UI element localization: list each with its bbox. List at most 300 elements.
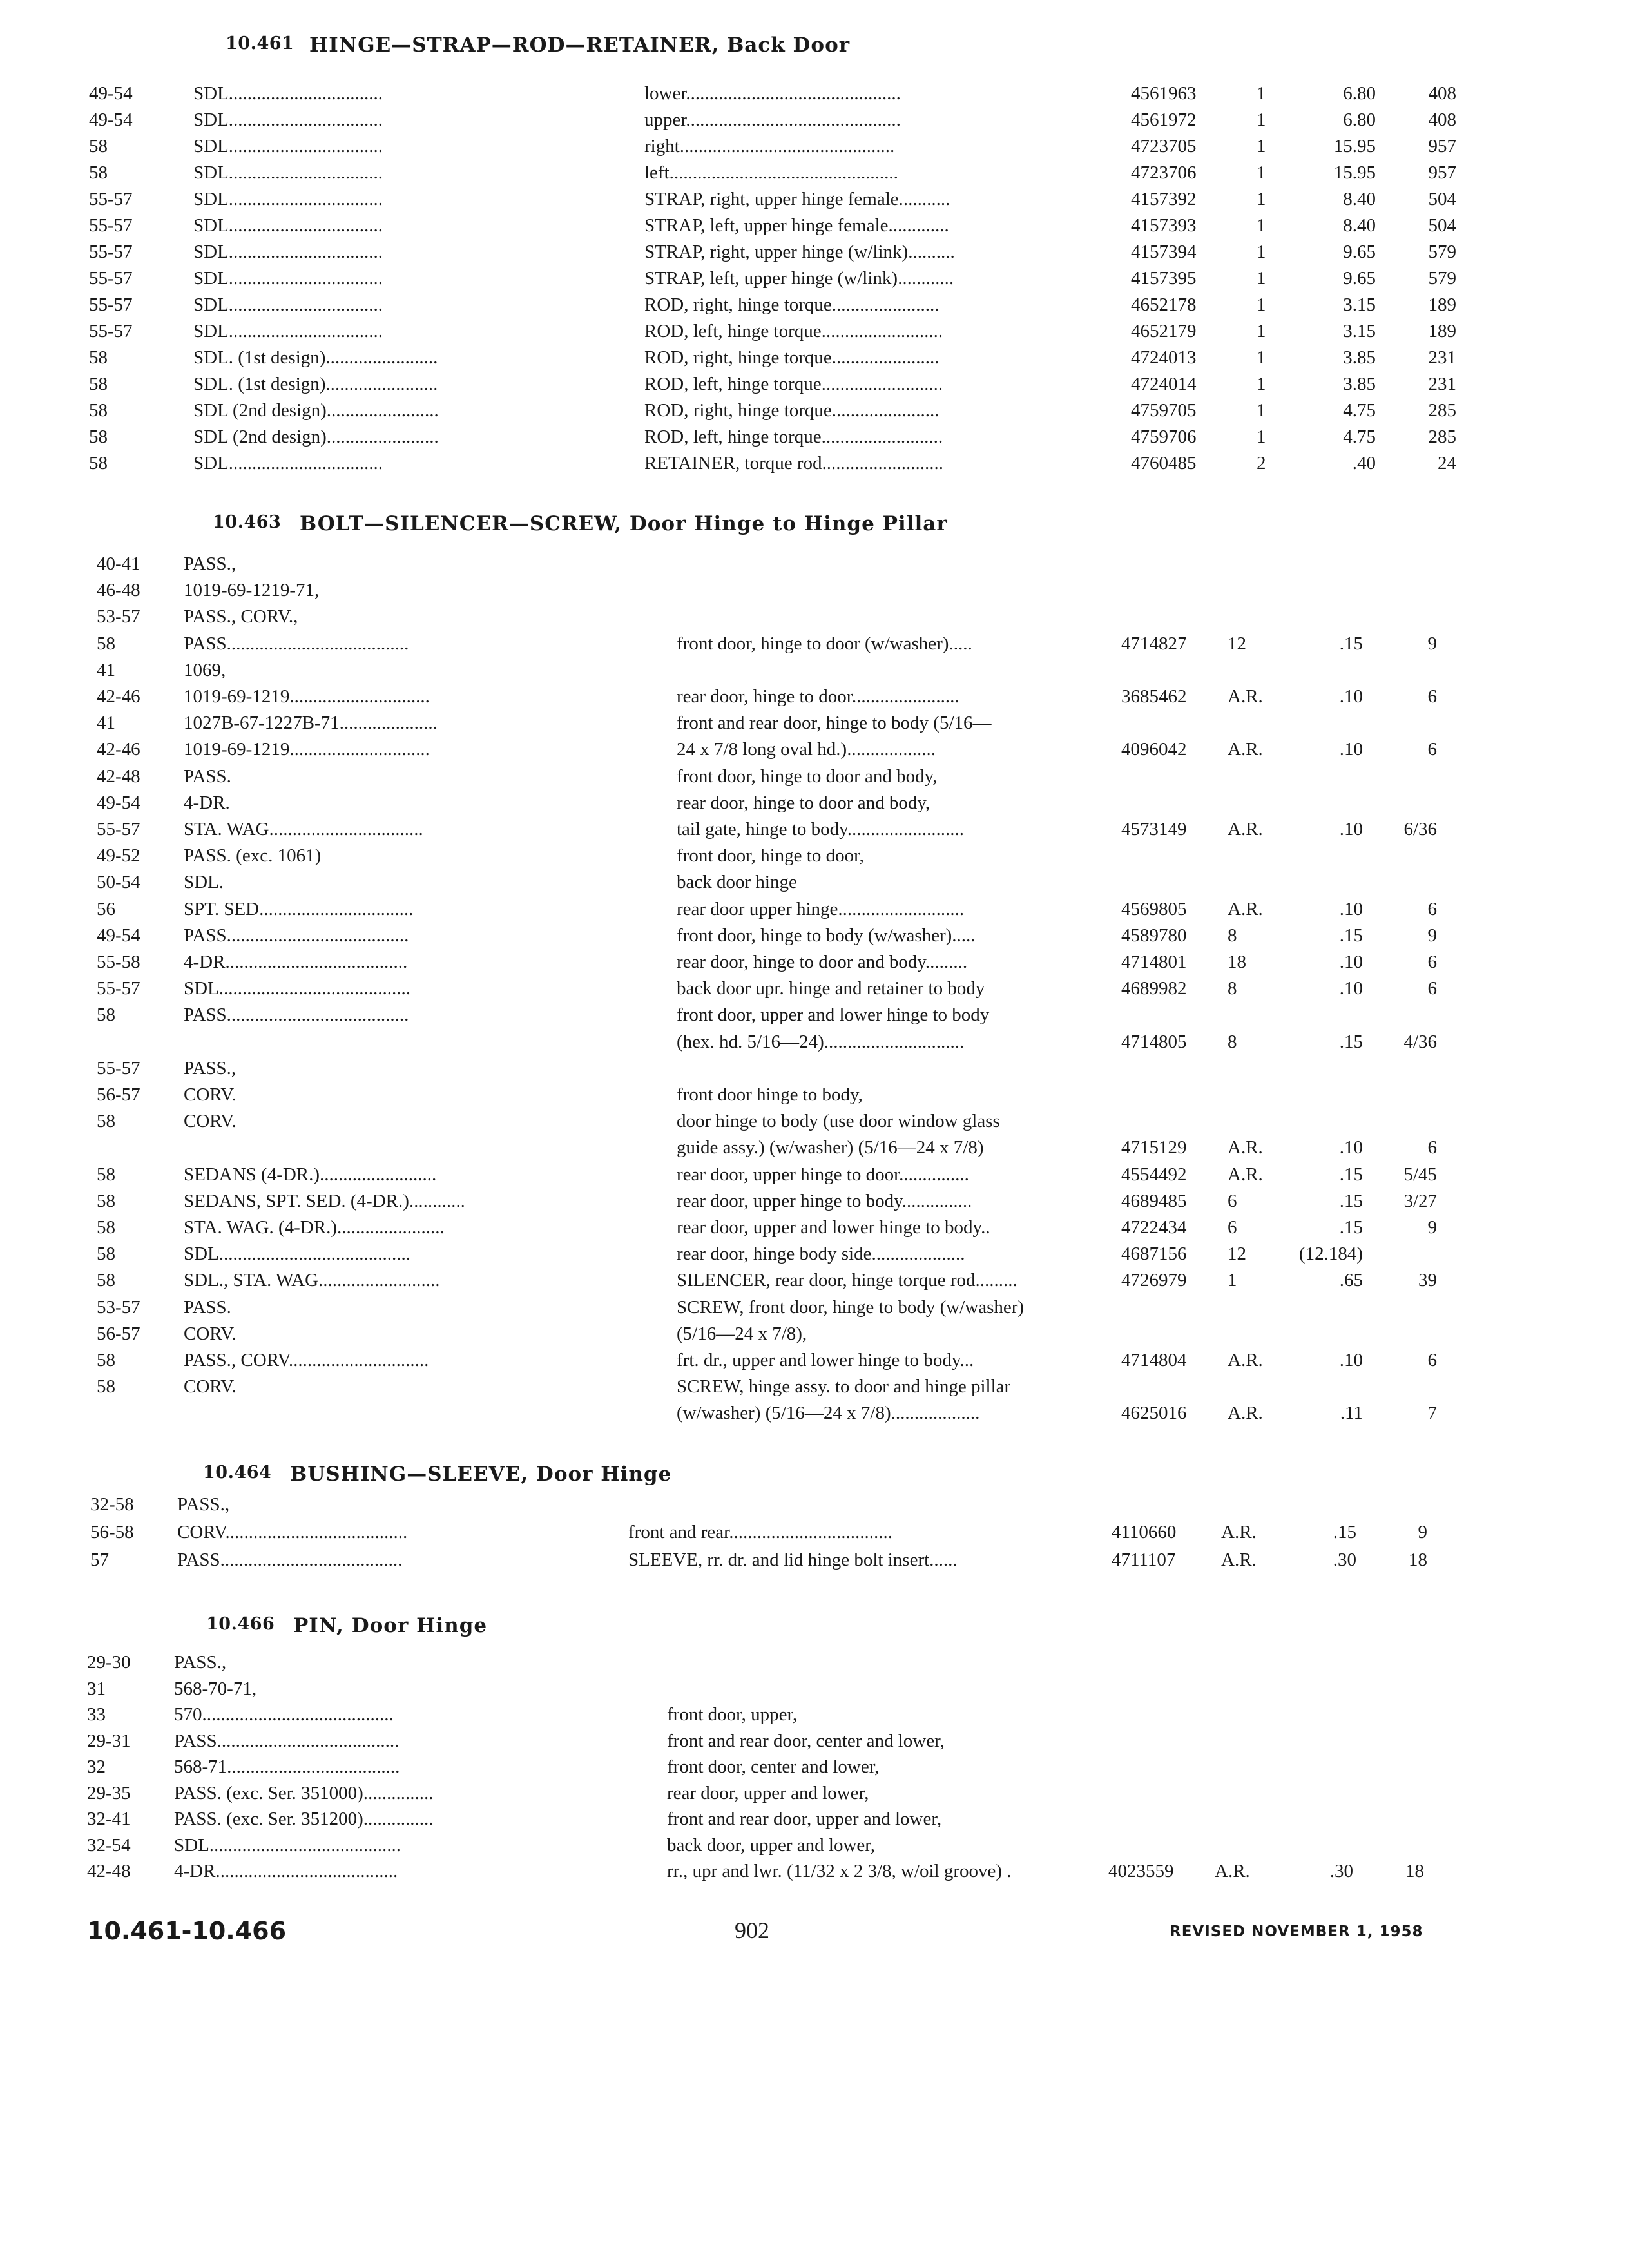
list-price-cell: 3.85 [1343, 374, 1376, 394]
table-row [0, 1858, 1629, 1885]
quantity-cell: A.R. [1221, 1522, 1257, 1542]
year-cell: 58 [97, 1244, 115, 1265]
section-header-10461 [0, 34, 1629, 66]
description-cell: STRAP, left, upper hinge female............. [644, 215, 949, 236]
model-cell: PASS. [184, 1296, 231, 1318]
model-cell: CORV. [184, 1111, 236, 1132]
description-cell: front door, upper, [667, 1704, 798, 1725]
quantity-cell: 2 [1257, 453, 1266, 474]
section-title: BUSHING—SLEEVE, Door Hinge [290, 1463, 672, 1486]
model-cell: SDL................................. [193, 453, 383, 474]
table-row [0, 186, 1629, 213]
shipping-cell: 285 [1428, 400, 1456, 421]
part-number-cell: 4724014 [1131, 374, 1197, 394]
model-cell: PASS., [184, 553, 236, 574]
description-cell: rear door, hinge to door....................... [677, 686, 959, 707]
list-price-cell: 4.75 [1343, 400, 1376, 421]
model-cell: PASS....................................... [174, 1730, 400, 1751]
table-row [0, 1267, 1629, 1294]
shipping-cell: 285 [1428, 427, 1456, 447]
year-cell: 55-57 [89, 242, 133, 262]
table-row [0, 1754, 1629, 1780]
shipping-cell: 189 [1428, 321, 1456, 341]
list-price-cell: .15 [1339, 1031, 1363, 1052]
list-price-cell: .30 [1329, 1861, 1353, 1881]
year-cell: 58 [89, 427, 108, 447]
model-cell: SDL. [184, 872, 224, 893]
shipping-cell: 7 [1427, 1403, 1437, 1424]
model-cell: PASS., CORV.............................. [184, 1350, 429, 1370]
year-cell: 29-30 [87, 1652, 131, 1673]
model-cell: CORV. [184, 1084, 236, 1105]
year-cell: 56-57 [97, 1323, 140, 1344]
part-number-cell: 4689982 [1121, 978, 1187, 999]
quantity-cell: 1 [1257, 83, 1266, 104]
year-cell: 58 [89, 347, 108, 368]
list-price-cell: 15.95 [1333, 162, 1376, 183]
footer-index-range: 10.461-10.466 [87, 1917, 287, 1945]
model-cell: PASS....................................... [177, 1550, 403, 1570]
description-cell: 24 x 7/8 long oval hd.)................... [677, 739, 936, 760]
model-cell: STA. WAG................................. [184, 819, 423, 840]
table-row [0, 1029, 1629, 1055]
shipping-cell: 957 [1428, 162, 1456, 183]
description-cell: front door, hinge to door (w/washer)..... [677, 633, 972, 654]
description-cell: lower.............................................. [644, 83, 901, 104]
year-cell: 29-31 [87, 1730, 131, 1751]
table-row [0, 1702, 1629, 1728]
description-cell: upper.............................................. [644, 110, 901, 130]
table-row [0, 1832, 1629, 1859]
quantity-cell: 8 [1228, 925, 1237, 946]
description-cell: rr., upr and lwr. (11/32 x 2 3/8, w/oil groove) . [667, 1861, 1012, 1881]
year-cell: 58 [89, 162, 108, 183]
year-cell: 58 [89, 400, 108, 421]
model-cell: 1019-69-1219.............................. [184, 739, 430, 760]
year-cell: 58 [97, 1004, 115, 1026]
revision-date: REVISED NOVEMBER 1, 1958 [1170, 1923, 1423, 1940]
year-cell: 40-41 [97, 553, 140, 574]
model-cell: SDL......................................... [184, 978, 411, 999]
section-title: PIN, Door Hinge [293, 1614, 488, 1637]
model-cell: SDL................................. [193, 83, 383, 104]
quantity-cell: 8 [1228, 1031, 1237, 1052]
table-row [0, 1492, 1629, 1518]
list-price-cell: .10 [1339, 1137, 1363, 1158]
description-cell: rear door, hinge to door and body......... [677, 952, 968, 972]
shipping-cell: 408 [1428, 110, 1456, 130]
table-row [0, 371, 1629, 398]
table-row [0, 1400, 1629, 1427]
model-cell: SDL................................. [193, 110, 383, 130]
shipping-cell: 18 [1409, 1550, 1427, 1570]
table-row [0, 1002, 1629, 1028]
table-row [0, 1806, 1629, 1832]
model-cell: SDL................................. [193, 268, 383, 289]
description-cell: STRAP, right, upper hinge female........... [644, 189, 950, 209]
list-price-cell: .15 [1339, 1190, 1363, 1211]
year-cell: 55-57 [97, 978, 140, 999]
part-number-cell: 4157395 [1131, 268, 1197, 289]
model-cell: PASS....................................... [184, 925, 409, 946]
list-price-cell: 9.65 [1343, 242, 1376, 262]
table-row [0, 631, 1629, 657]
year-cell: 55-57 [89, 215, 133, 236]
year-cell: 55-57 [89, 268, 133, 289]
shipping-cell: 5/45 [1403, 1164, 1437, 1185]
year-cell: 58 [97, 1270, 115, 1291]
part-number-cell: 4760485 [1131, 453, 1197, 474]
table-row [0, 107, 1629, 133]
description-cell: rear door, hinge to door and body, [677, 792, 930, 813]
table-row [0, 1055, 1629, 1082]
shipping-cell: 39 [1418, 1270, 1437, 1291]
shipping-cell: 6 [1427, 739, 1437, 760]
quantity-cell: A.R. [1221, 1550, 1257, 1570]
description-cell: (5/16—24 x 7/8), [677, 1323, 807, 1344]
model-cell: PASS., [177, 1494, 230, 1515]
description-cell: SLEEVE, rr. dr. and lid hinge bolt insert...... [628, 1550, 958, 1570]
shipping-cell: 4/36 [1403, 1031, 1437, 1052]
table-row [0, 1547, 1629, 1573]
part-number-cell: 4561972 [1131, 110, 1197, 130]
description-cell: front and rear door, center and lower, [667, 1730, 945, 1751]
year-cell: 33 [87, 1704, 106, 1725]
table-row [0, 736, 1629, 763]
table-row [0, 133, 1629, 160]
section-number: 10.464 [203, 1463, 272, 1483]
list-price-cell: .15 [1339, 925, 1363, 946]
part-number-cell: 4157393 [1131, 215, 1197, 236]
table-row [0, 816, 1629, 843]
part-number-cell: 4569805 [1121, 898, 1187, 919]
model-cell: PASS., [174, 1652, 227, 1673]
quantity-cell: 1 [1257, 242, 1266, 262]
model-cell: PASS....................................... [184, 1004, 409, 1026]
table-row [0, 1780, 1629, 1807]
shipping-cell: 6 [1427, 978, 1437, 999]
quantity-cell: 1 [1257, 400, 1266, 421]
part-number-cell: 4589780 [1121, 925, 1187, 946]
table-row [0, 81, 1629, 107]
table-row [0, 318, 1629, 345]
list-price-cell: 3.15 [1343, 321, 1376, 341]
table-row [0, 1519, 1629, 1546]
shipping-cell: 24 [1438, 453, 1456, 474]
model-cell: STA. WAG. (4-DR.)....................... [184, 1217, 445, 1238]
quantity-cell: A.R. [1228, 739, 1263, 760]
part-number-cell: 4554492 [1121, 1164, 1187, 1185]
model-cell: SDL................................. [193, 294, 383, 315]
year-cell: 53-57 [97, 1296, 140, 1318]
quantity-cell: 1 [1257, 347, 1266, 368]
part-number-cell: 4157394 [1131, 242, 1197, 262]
list-price-cell: 3.15 [1343, 294, 1376, 315]
list-price-cell: .10 [1339, 898, 1363, 919]
quantity-cell: 1 [1257, 215, 1266, 236]
year-cell: 49-52 [97, 845, 140, 867]
table-row [0, 923, 1629, 949]
part-number-cell: 4724013 [1131, 347, 1197, 368]
year-cell: 55-57 [97, 1057, 140, 1079]
description-cell: right.............................................. [644, 136, 895, 157]
shipping-cell: 189 [1428, 294, 1456, 315]
year-cell: 58 [97, 1111, 115, 1132]
year-cell: 58 [97, 1217, 115, 1238]
quantity-cell: A.R. [1228, 1350, 1263, 1370]
part-number-cell: 3685462 [1121, 686, 1187, 707]
year-cell: 55-57 [89, 294, 133, 315]
description-cell: ROD, left, hinge torque.......................... [644, 321, 943, 341]
description-cell: RETAINER, torque rod.......................... [644, 453, 944, 474]
year-cell: 49-54 [97, 792, 140, 813]
section-header-10464 [0, 1463, 1629, 1495]
description-cell: front door, upper and lower hinge to body [677, 1004, 990, 1026]
shipping-cell: 6/36 [1403, 819, 1437, 840]
part-number-cell: 4759706 [1131, 427, 1197, 447]
shipping-cell: 3/27 [1403, 1190, 1437, 1211]
quantity-cell: 1 [1257, 162, 1266, 183]
year-cell: 55-57 [97, 819, 140, 840]
table-row [0, 1374, 1629, 1400]
table-row [0, 1215, 1629, 1241]
page-number: 902 [735, 1917, 769, 1943]
quantity-cell: A.R. [1228, 1137, 1263, 1158]
table-row [0, 657, 1629, 684]
model-cell: PASS., CORV., [184, 606, 298, 628]
model-cell: SDL......................................... [184, 1244, 411, 1265]
table-row [0, 949, 1629, 975]
shipping-cell: 9 [1427, 1217, 1437, 1238]
quantity-cell: 12 [1228, 633, 1246, 654]
shipping-cell: 957 [1428, 136, 1456, 157]
model-cell: 1019-69-1219-71, [184, 580, 320, 601]
part-number-cell: 4652179 [1131, 321, 1197, 341]
quantity-cell: 12 [1228, 1244, 1246, 1265]
list-price-cell: .30 [1333, 1550, 1356, 1570]
list-price-cell: .15 [1339, 1164, 1363, 1185]
table-row [0, 869, 1629, 896]
quantity-cell: 1 [1257, 268, 1266, 289]
table-row [0, 1082, 1629, 1108]
model-cell: PASS., [184, 1057, 236, 1079]
list-price-cell: 4.75 [1343, 427, 1376, 447]
quantity-cell: A.R. [1228, 1403, 1263, 1424]
model-cell: SEDANS, SPT. SED. (4-DR.)............ [184, 1190, 465, 1211]
table-row [0, 975, 1629, 1002]
year-cell: 56 [97, 898, 115, 919]
table-row [0, 345, 1629, 371]
model-cell: 570......................................... [174, 1704, 394, 1725]
year-cell: 58 [97, 1350, 115, 1370]
description-cell: front and rear door, upper and lower, [667, 1809, 942, 1829]
shipping-cell: 231 [1428, 347, 1456, 368]
model-cell: CORV. [184, 1323, 236, 1344]
model-cell: 568-70-71, [174, 1678, 257, 1699]
model-cell: SDL., STA. WAG.......................... [184, 1270, 440, 1291]
shipping-cell: 231 [1428, 374, 1456, 394]
list-price-cell: 6.80 [1343, 83, 1376, 104]
list-price-cell: .10 [1339, 978, 1363, 999]
description-cell: guide assy.) (w/washer) (5/16—24 x 7/8) [677, 1137, 984, 1158]
year-cell: 58 [89, 453, 108, 474]
model-cell: PASS. [184, 765, 231, 787]
model-cell: SDL......................................... [174, 1834, 401, 1856]
year-cell: 58 [97, 633, 115, 654]
quantity-cell: A.R. [1228, 1164, 1263, 1185]
shipping-cell: 579 [1428, 268, 1456, 289]
part-number-cell: 4687156 [1121, 1244, 1187, 1265]
table-row [0, 160, 1629, 186]
description-cell: front and rear................................... [628, 1522, 892, 1542]
year-cell: 46-48 [97, 580, 140, 601]
description-cell: door hinge to body (use door window glass [677, 1111, 1000, 1132]
year-cell: 41 [97, 713, 115, 734]
list-price-cell: .15 [1333, 1522, 1356, 1542]
model-cell: SDL................................. [193, 242, 383, 262]
model-cell: SDL. (1st design)........................ [193, 347, 438, 368]
description-cell: rear door, upper and lower, [667, 1782, 869, 1803]
description-cell: rear door, hinge body side.................... [677, 1244, 965, 1265]
model-cell: SDL................................. [193, 136, 383, 157]
shipping-cell: 9 [1427, 925, 1437, 946]
list-price-cell: 9.65 [1343, 268, 1376, 289]
description-cell: SCREW, front door, hinge to body (w/washer) [677, 1296, 1025, 1318]
description-cell: ROD, left, hinge torque.......................... [644, 374, 943, 394]
model-cell: 1027B-67-1227B-71..................... [184, 713, 438, 734]
quantity-cell: 1 [1257, 136, 1266, 157]
year-cell: 31 [87, 1678, 106, 1699]
table-row [0, 1162, 1629, 1188]
year-cell: 57 [90, 1550, 109, 1570]
list-price-cell: .65 [1339, 1270, 1363, 1291]
table-row [0, 450, 1629, 477]
table-row [0, 1135, 1629, 1161]
part-number-cell: 4561963 [1131, 83, 1197, 104]
description-cell: frt. dr., upper and lower hinge to body... [677, 1350, 974, 1370]
list-price-cell: .40 [1352, 453, 1376, 474]
description-cell: rear door, upper hinge to body............... [677, 1190, 972, 1211]
shipping-cell: 6 [1427, 1137, 1437, 1158]
table-row [0, 684, 1629, 710]
section-number: 10.466 [206, 1614, 275, 1634]
shipping-cell: 6 [1427, 952, 1437, 972]
model-cell: SDL (2nd design)........................ [193, 400, 439, 421]
quantity-cell: 1 [1257, 374, 1266, 394]
list-price-cell: 6.80 [1343, 110, 1376, 130]
section-title: HINGE—STRAP—ROD—RETAINER, Back Door [309, 34, 851, 57]
model-cell: 4-DR....................................... [174, 1861, 398, 1881]
model-cell: PASS....................................... [184, 633, 409, 654]
shipping-cell: 504 [1428, 189, 1456, 209]
year-cell: 58 [89, 136, 108, 157]
description-cell: ROD, right, hinge torque....................... [644, 400, 940, 421]
table-row [0, 1108, 1629, 1135]
quantity-cell: A.R. [1215, 1861, 1250, 1881]
quantity-cell: 1 [1257, 110, 1266, 130]
shipping-cell: 408 [1428, 83, 1456, 104]
description-cell: STRAP, left, upper hinge (w/link)............ [644, 268, 954, 289]
quantity-cell: 18 [1228, 952, 1246, 972]
table-row [0, 1188, 1629, 1215]
quantity-cell: 1 [1257, 321, 1266, 341]
table-row [0, 1676, 1629, 1702]
part-number-cell: 4726979 [1121, 1270, 1187, 1291]
part-number-cell: 4715129 [1121, 1137, 1187, 1158]
year-cell: 55-57 [89, 321, 133, 341]
list-price-cell: .10 [1339, 819, 1363, 840]
model-cell: PASS. (exc. Ser. 351200)............... [174, 1809, 434, 1829]
description-cell: ROD, left, hinge torque.......................... [644, 427, 943, 447]
year-cell: 42-46 [97, 686, 140, 707]
description-cell: back door, upper and lower, [667, 1834, 876, 1856]
table-row [0, 398, 1629, 424]
list-price-cell: .15 [1339, 633, 1363, 654]
description-cell: SCREW, hinge assy. to door and hinge pillar [677, 1376, 1011, 1398]
shipping-cell: 18 [1405, 1861, 1424, 1881]
year-cell: 55-58 [97, 952, 140, 972]
table-row [0, 1649, 1629, 1676]
description-cell: front and rear door, hinge to body (5/16— [677, 713, 992, 734]
table-row [0, 265, 1629, 292]
description-cell: front door, hinge to door and body, [677, 765, 938, 787]
part-number-cell: 4759705 [1131, 400, 1197, 421]
table-row [0, 1294, 1629, 1321]
part-number-cell: 4573149 [1121, 819, 1187, 840]
year-cell: 49-54 [97, 925, 140, 946]
shipping-cell: 579 [1428, 242, 1456, 262]
year-cell: 32-54 [87, 1834, 131, 1856]
section-title: BOLT—SILENCER—SCREW, Door Hinge to Hinge Pillar [300, 512, 948, 535]
year-cell: 42-46 [97, 739, 140, 760]
list-price-cell: 8.40 [1343, 189, 1376, 209]
description-cell: front door, center and lower, [667, 1756, 880, 1777]
year-cell: 41 [97, 659, 115, 680]
model-cell: CORV. [184, 1376, 236, 1398]
part-number-cell: 4722434 [1121, 1217, 1187, 1238]
description-cell: rear door, upper and lower hinge to body.. [677, 1217, 990, 1238]
model-cell: SDL. (1st design)........................ [193, 374, 438, 394]
year-cell: 56-58 [90, 1522, 134, 1542]
model-cell: PASS. (exc. Ser. 351000)............... [174, 1782, 434, 1803]
table-row [0, 604, 1629, 630]
part-number-cell: 4711107 [1112, 1550, 1176, 1570]
shipping-cell: 6 [1427, 1350, 1437, 1370]
shipping-cell: 6 [1427, 898, 1437, 919]
list-price-cell: 3.85 [1343, 347, 1376, 368]
model-cell: SDL................................. [193, 189, 383, 209]
quantity-cell: 1 [1257, 294, 1266, 315]
part-number-cell: 4110660 [1112, 1522, 1177, 1542]
table-row [0, 896, 1629, 923]
model-cell: 4-DR. [184, 792, 230, 813]
year-cell: 58 [97, 1376, 115, 1398]
year-cell: 56-57 [97, 1084, 140, 1105]
part-number-cell: 4714827 [1121, 633, 1187, 654]
table-row [0, 1321, 1629, 1347]
part-number-cell: 4096042 [1121, 739, 1187, 760]
section-number: 10.463 [213, 512, 282, 532]
description-cell: ROD, right, hinge torque....................... [644, 347, 940, 368]
model-cell: SDL (2nd design)........................ [193, 427, 439, 447]
description-cell: SILENCER, rear door, hinge torque rod......... [677, 1270, 1017, 1291]
shipping-cell: 6 [1427, 686, 1437, 707]
model-cell: SDL................................. [193, 215, 383, 236]
section-header-10463 [0, 512, 1629, 544]
year-cell: 42-48 [87, 1861, 131, 1881]
year-cell: 58 [89, 374, 108, 394]
list-price-cell: .10 [1339, 739, 1363, 760]
